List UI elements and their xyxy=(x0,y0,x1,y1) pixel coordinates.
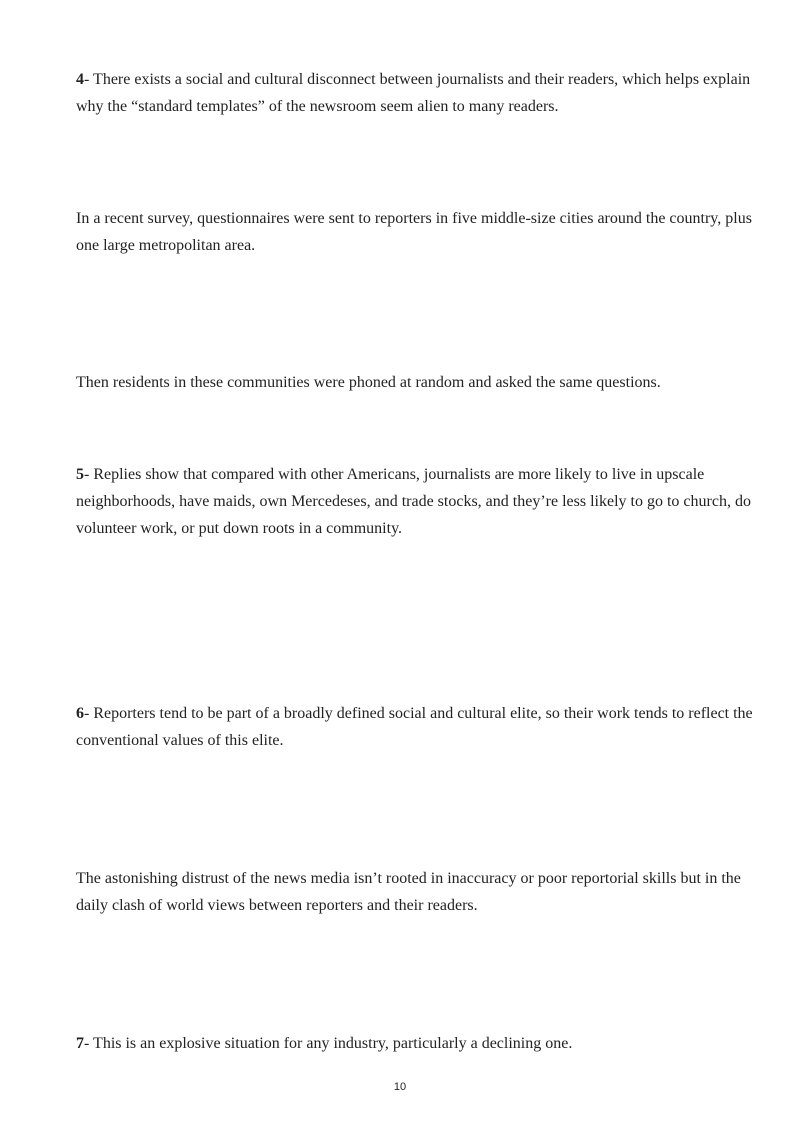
paragraph-survey xyxy=(76,205,766,259)
paragraph-6 xyxy=(76,700,766,754)
page-number: 10 xyxy=(393,1081,407,1093)
paragraph-residents xyxy=(76,369,766,396)
paragraph-4 xyxy=(76,66,766,120)
paragraph-number: 4 xyxy=(76,71,84,88)
paragraph-distrust xyxy=(76,865,766,919)
paragraph-7 xyxy=(76,1030,766,1057)
paragraph-text: - Reporters tend to be part of a broadly defined social and cultural elite, so their work tends to reflect the conventional values of this elite. xyxy=(76,705,753,749)
paragraph-number: 7 xyxy=(76,1035,84,1052)
paragraph-text: - There exists a social and cultural disconnect between journalists and their readers, which helps explain why the “standard templates” of the newsroom seem alien to many readers. xyxy=(76,71,751,115)
paragraph-text: The astonishing distrust of the news media isn’t rooted in inaccuracy or poor reportorial skills but in the daily clash of world views between reporters and their readers. xyxy=(76,870,741,914)
paragraph-text: - Replies show that compared with other Americans, journalists are more likely to live in upscale neighborhoods, have maids, own Mercedeses, and trade stocks, and they’re less likely to go to church, do volunteer work, or put down roots in a community. xyxy=(76,466,751,537)
paragraph-text: - This is an explosive situation for any industry, particularly a declining one. xyxy=(84,1035,573,1052)
paragraph-5 xyxy=(76,461,766,542)
paragraph-text: Then residents in these communities were phoned at random and asked the same questions. xyxy=(76,374,661,391)
paragraph-number: 5 xyxy=(76,466,84,483)
paragraph-text: In a recent survey, questionnaires were sent to reporters in five middle-size cities around the country, plus one large metropolitan area. xyxy=(76,210,752,254)
paragraph-number: 6 xyxy=(76,705,84,722)
